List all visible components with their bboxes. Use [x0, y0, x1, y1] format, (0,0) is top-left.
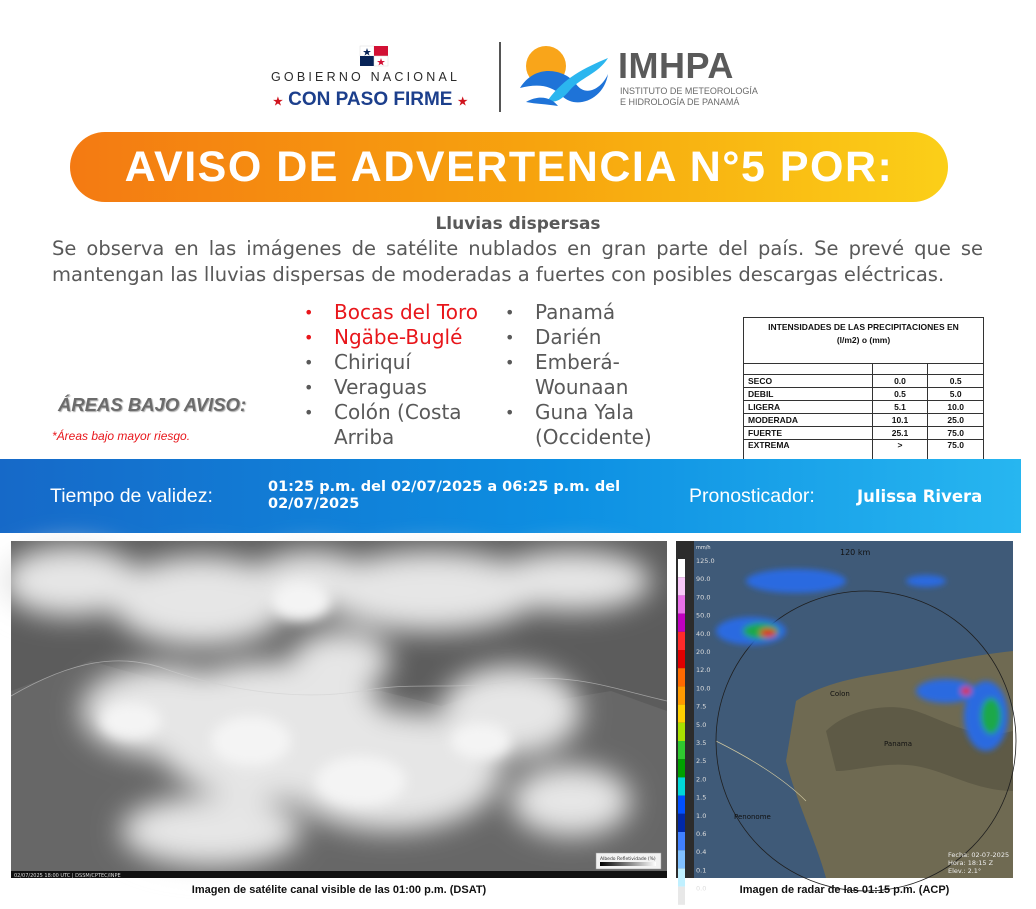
star-icon: ★ — [457, 96, 468, 108]
radar-info-elev: Elev.: 2.1° — [948, 867, 982, 875]
warning-subtitle: Lluvias dispersas — [435, 214, 601, 234]
forecaster-name: Julissa Rivera — [857, 487, 983, 506]
panama-flag-icon — [360, 46, 388, 66]
radar-scale-swatch — [678, 705, 685, 723]
gov-line1: GOBIERNO NACIONAL — [271, 70, 461, 84]
warning-description: Se observa en las imágenes de satélite nublados en gran parte del país. Se prevé que se mantengan las lluvias dispersas de moderadas a fuertes con posibles descargas eléctricas. — [52, 237, 983, 286]
forecaster-label: Pronosticador: — [689, 485, 815, 507]
table-row: FUERTE 25.1 75.0 — [744, 427, 984, 440]
radar-scale-swatch — [678, 723, 685, 741]
gov-slogan: CON PASO FIRME — [288, 89, 453, 110]
radar-scale-label: 2.5 — [696, 757, 707, 766]
areas-label: ÁREAS BAJO AVISO: — [58, 394, 247, 415]
area-item: • Veraguas — [304, 375, 504, 400]
imhpa-logo-icon — [518, 44, 610, 112]
radar-scale-swatch — [678, 850, 685, 868]
radar-scale-label: 20.0 — [696, 648, 711, 656]
areas-risk-note: *Áreas bajo mayor riesgo. — [52, 429, 191, 443]
logo-divider — [499, 42, 501, 112]
star-icon: ★ — [273, 96, 283, 108]
table-title: INTENSIDADES DE LAS PRECIPITACIONES EN — [768, 322, 959, 332]
radar-scale-swatch — [678, 650, 685, 668]
radar-scale-swatch — [678, 814, 685, 832]
satellite-legend-label: Albedo Refletividade (%) — [600, 857, 656, 862]
radar-scale-label: 70.0 — [696, 593, 711, 602]
radar-scale-swatch — [678, 741, 685, 759]
satellite-image — [11, 541, 667, 878]
radar-scale-swatch — [678, 595, 685, 613]
imhpa-subtitle-line1: INSTITUTO DE METEOROLOGÍA — [620, 86, 758, 96]
radar-scale-label: 10.0 — [696, 684, 711, 693]
table-row: MODERADA 10.1 25.0 — [744, 414, 984, 427]
validity-value: 01:25 p.m. del 02/07/2025 a 06:25 p.m. del 02/07/2025 — [268, 479, 621, 512]
radar-scale-swatch — [678, 614, 685, 632]
radar-scale-swatch — [678, 559, 685, 577]
table-row: EXTREMA > 75.0 — [744, 440, 984, 465]
satellite-caption: Imagen de satélite canal visible de las 01:00 p.m. (DSAT) — [191, 884, 487, 896]
warning-title: AVISO DE ADVERTENCIA N°5 POR: — [124, 142, 894, 191]
satellite-footer-text: 02/07/2025 18:00 UTC | DSSM/CPTEC/INPE — [14, 873, 121, 879]
radar-scale-label: 1.5 — [696, 793, 707, 802]
radar-scale-swatch — [678, 668, 685, 686]
precipitation-intensity-table — [743, 317, 984, 465]
table-unit: (l/m2) o (mm) — [836, 335, 891, 345]
area-item: • Panamá — [505, 300, 675, 325]
radar-place-penonome: Penonome — [734, 813, 771, 821]
imhpa-name: IMHPA — [618, 45, 734, 86]
radar-unit: mm/h — [696, 545, 711, 551]
radar-scale-label: 90.0 — [696, 575, 711, 584]
radar-place-panama: Panama — [884, 740, 913, 748]
area-item: • Emberá-Wounaan — [505, 350, 675, 400]
radar-scale-swatch — [678, 759, 685, 777]
area-item: • Darién — [505, 325, 675, 350]
area-item-high-risk: • Ngäbe-Buglé — [304, 325, 504, 350]
radar-scale-swatch — [678, 796, 685, 814]
areas-list-column-1 — [304, 300, 504, 450]
radar-scale-label: 3.5 — [696, 739, 707, 747]
radar-scale-label: 50.0 — [696, 611, 711, 620]
table-row: DEBIL 0.5 5.0 — [744, 388, 984, 401]
area-item: • Chiriquí — [304, 350, 504, 375]
radar-scale-label: 125.0 — [696, 557, 715, 565]
imhpa-subtitle-line2: E HIDROLOGÍA DE PANAMÁ — [620, 97, 740, 107]
area-item: • Colón (Costa Arriba — [304, 400, 504, 450]
validity-label: Tiempo de validez: — [50, 485, 213, 507]
radar-info-time: Hora: 18:15 Z — [948, 859, 994, 867]
table-row: SECO 0.0 0.5 — [744, 375, 984, 388]
radar-scale-label: 7.5 — [696, 702, 707, 711]
radar-scale-swatch — [678, 577, 685, 595]
radar-scale-label: 0.0 — [696, 884, 707, 893]
radar-scale-label: 2.0 — [696, 775, 707, 784]
table-header — [744, 318, 984, 364]
radar-range-label: 120 km — [840, 548, 871, 557]
radar-scale-label: 0.1 — [696, 866, 707, 875]
radar-scale-label: 0.4 — [696, 848, 707, 857]
title-banner — [70, 132, 948, 202]
radar-caption: Imagen de radar de las 01:15 p.m. (ACP) — [739, 884, 950, 896]
radar-scale-swatch — [678, 832, 685, 850]
area-item: • Guna Yala (Occidente) — [505, 400, 675, 450]
radar-scale-label: 40.0 — [696, 629, 711, 638]
radar-scale-label: 0.6 — [696, 830, 707, 838]
radar-scale-label: 1.0 — [696, 811, 707, 820]
areas-list-column-2 — [505, 300, 675, 450]
gov-line2 — [273, 89, 468, 111]
radar-scale-label: 5.0 — [696, 720, 707, 729]
gobierno-nacional-logo — [265, 40, 490, 120]
radar-scale-swatch — [678, 686, 685, 704]
radar-scale-swatch — [678, 777, 685, 795]
radar-info-date: Fecha: 02-07-2025 — [948, 851, 1010, 859]
table-row: LIGERA 5.1 10.0 — [744, 401, 984, 414]
radar-scale-swatch — [678, 632, 685, 650]
area-item-high-risk: • Bocas del Toro — [304, 300, 504, 325]
radar-place-colon: Colon — [830, 690, 850, 698]
radar-scale-label: 12.0 — [696, 666, 711, 675]
